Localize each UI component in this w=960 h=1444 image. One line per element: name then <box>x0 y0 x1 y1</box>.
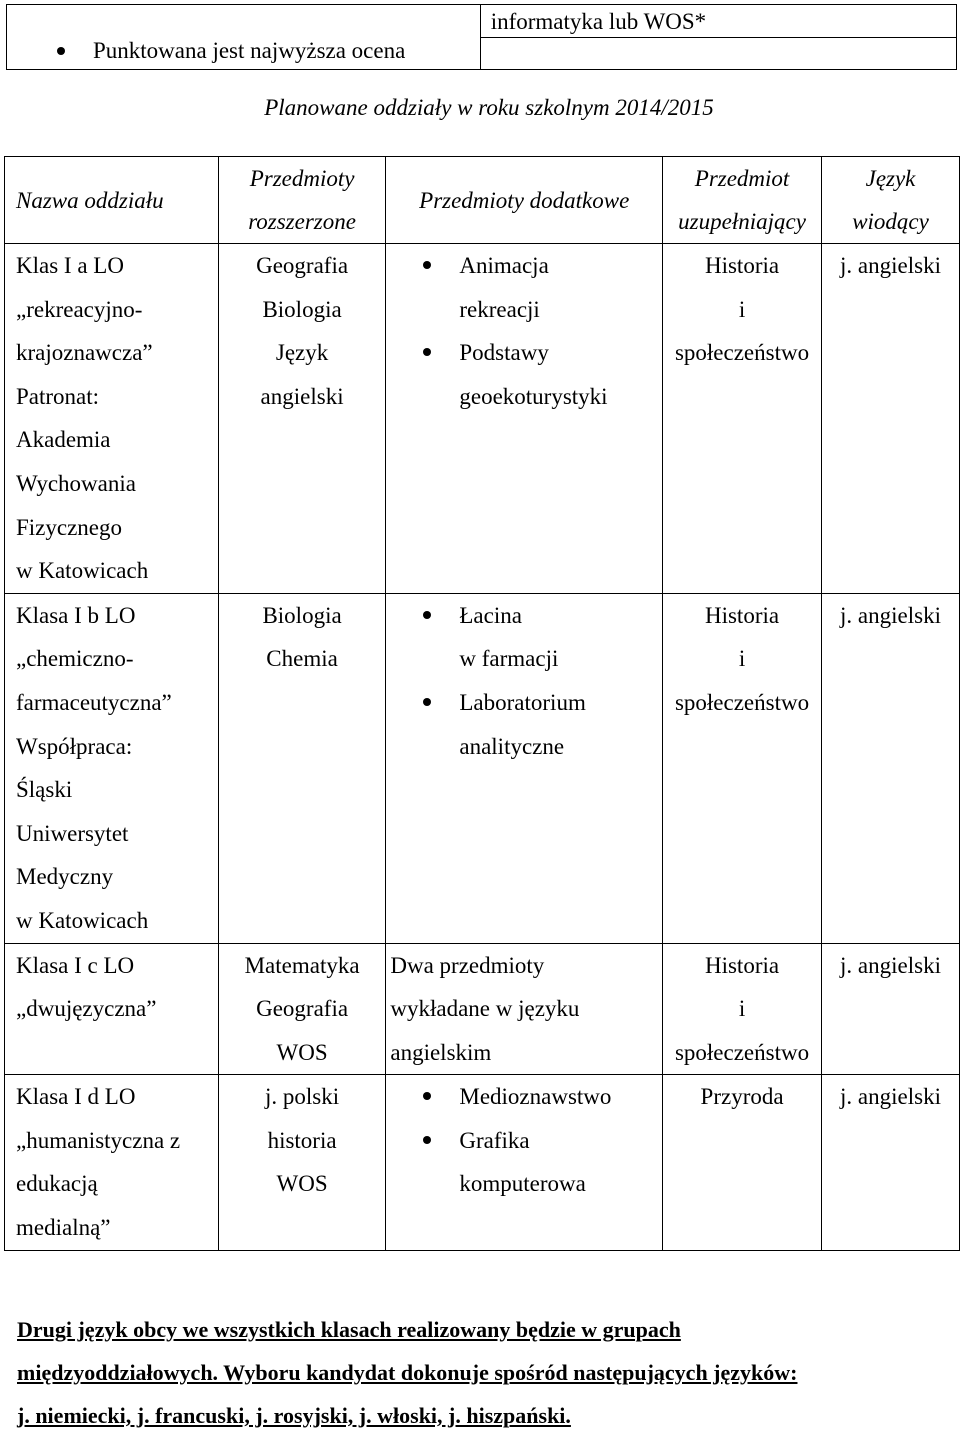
footer-note <box>17 1308 947 1437</box>
class-name-line: Klasa I b LO <box>16 602 136 628</box>
extended-subjects-cell <box>218 593 386 943</box>
extended-subject: Biologia <box>262 602 342 628</box>
leading-language-cell <box>822 1075 960 1250</box>
supplementary-subject-line: i <box>738 646 746 672</box>
additional-subjects-cell <box>386 593 663 943</box>
class-name-line: medialną” <box>16 1215 111 1241</box>
additional-subject-text: Podstawy <box>459 340 549 366</box>
class-name-line: Wychowania <box>16 470 136 496</box>
additional-subject-item <box>386 681 662 725</box>
footer-line: Drugi język obcy we wszystkich klasach realizowany będzie w grupach <box>17 1317 681 1342</box>
extended-subject: historia <box>267 1127 337 1153</box>
class-name-line: Współpraca: <box>16 733 133 759</box>
additional-subject-text: Dwa przedmioty <box>390 952 545 978</box>
supplementary-subject-line: i <box>738 296 746 322</box>
supplementary-subject-cell <box>663 593 822 943</box>
extended-subject: WOS <box>276 1171 328 1197</box>
section-title: Planowane oddziały w roku szkolnym 2014/2015 <box>264 95 714 120</box>
additional-subjects-cell <box>386 1075 663 1250</box>
additional-subjects-cell <box>386 943 663 1075</box>
supplementary-subject-line: Historia <box>704 253 780 278</box>
additional-subjects-cell <box>386 244 663 594</box>
extended-subject: Matematyka <box>244 952 360 978</box>
class-name-line: „dwujęzyczna” <box>16 996 157 1022</box>
leading-language: j. angielski <box>840 1084 941 1110</box>
supplementary-subject-cell <box>663 943 822 1075</box>
top-right-cell <box>480 5 956 70</box>
additional-subject-text: wykładane w języku <box>390 996 580 1022</box>
extended-subject: Geografia <box>256 253 349 278</box>
supplementary-subject-line: społeczeństwo <box>674 1039 810 1065</box>
extended-subject: Chemia <box>266 646 338 672</box>
class-name-line: Akademia <box>16 427 111 453</box>
supplementary-subject-cell <box>663 1075 822 1250</box>
class-name-line: Klas I a LO <box>16 253 124 278</box>
leading-language-cell <box>822 593 960 943</box>
class-name-line: Uniwersytet <box>16 820 129 846</box>
header-class-name: Nazwa oddziału <box>5 157 219 244</box>
supplementary-subject-line: społeczeństwo <box>674 689 810 715</box>
top-bullet-text: Punktowana jest najwyższa ocena <box>93 38 406 63</box>
additional-subject-text: Animacja <box>459 253 549 278</box>
additional-subject-item <box>386 244 662 288</box>
additional-subject-item <box>386 331 662 375</box>
supplementary-subject-line: Historia <box>704 602 780 628</box>
table-body <box>5 244 960 1251</box>
class-name-cell <box>5 593 219 943</box>
header-leading-language: Język wiodący <box>822 157 960 244</box>
table-row <box>5 593 960 943</box>
extended-subject: Biologia <box>262 296 342 322</box>
table-row <box>5 943 960 1075</box>
leading-language-cell <box>822 244 960 594</box>
extended-subject: Geografia <box>256 996 349 1022</box>
additional-subject-text: Grafika <box>459 1127 530 1153</box>
leading-language: j. angielski <box>840 952 941 978</box>
class-name-cell <box>5 1075 219 1250</box>
class-name-line: Fizycznego <box>16 514 123 540</box>
supplementary-subject-line: Przyroda <box>700 1084 784 1110</box>
supplementary-subject-line: społeczeństwo <box>674 340 810 366</box>
top-bullet-item <box>57 38 480 64</box>
supplementary-subject-line: i <box>738 996 746 1022</box>
classes-table <box>4 156 960 1251</box>
header-additional-subjects: Przedmioty dodatkowe <box>386 157 663 244</box>
class-name-line: Śląski <box>16 777 73 803</box>
table-row <box>5 1075 960 1250</box>
class-name-line: „humanistyczna z <box>16 1127 181 1153</box>
additional-subject-text: angielskim <box>390 1039 492 1065</box>
additional-subject-text: komputerowa <box>459 1171 586 1197</box>
additional-subject-text: w farmacji <box>459 646 559 672</box>
leading-language: j. angielski <box>840 602 941 628</box>
extended-subject: j. polski <box>265 1084 340 1110</box>
footer-line: międzyoddziałowych. Wyboru kandydat dokonuje spośród następujących języków: <box>17 1360 798 1385</box>
extended-subject: WOS <box>276 1039 328 1065</box>
class-name-line: w Katowicach <box>16 907 149 933</box>
top-right-text: informatyka lub WOS* <box>481 5 956 38</box>
additional-subject-text: Laboratorium <box>459 689 586 715</box>
class-name-line: „rekreacyjno- <box>16 296 143 322</box>
additional-subject-text: geoekoturystyki <box>459 383 608 409</box>
class-name-line: Klasa I c LO <box>16 952 135 978</box>
supplementary-subject-line: Historia <box>704 952 780 978</box>
class-name-line: Medyczny <box>16 864 114 890</box>
table-header-row <box>5 157 960 244</box>
additional-subject-item <box>386 1075 662 1119</box>
class-name-line: Patronat: <box>16 383 100 409</box>
additional-subject-item <box>386 594 662 638</box>
extended-subjects-cell <box>218 1075 386 1250</box>
top-fragment-table <box>6 4 957 70</box>
class-name-line: krajoznawcza” <box>16 340 153 366</box>
additional-subject-text: Medioznawstwo <box>459 1084 612 1110</box>
extended-subject: Język <box>275 340 329 366</box>
bullet-dot-icon <box>57 47 65 55</box>
extended-subjects-cell <box>218 943 386 1075</box>
additional-subject-text: analityczne <box>459 733 565 759</box>
leading-language-cell <box>822 943 960 1075</box>
extended-subjects-cell <box>218 244 386 594</box>
additional-subject-text: Łacina <box>459 602 522 628</box>
class-name-line: „chemiczno- <box>16 646 134 672</box>
class-name-line: w Katowicach <box>16 558 149 584</box>
header-supplementary-subject: Przedmiot uzupełniający <box>663 157 822 244</box>
class-name-line: edukacją <box>16 1171 98 1197</box>
footer-line: j. niemiecki, j. francuski, j. rosyjski, j. włoski, j. hiszpański. <box>17 1403 571 1428</box>
header-extended-subjects: Przedmioty rozszerzone <box>218 157 386 244</box>
class-name-cell <box>5 943 219 1075</box>
class-name-line: Klasa I d LO <box>16 1084 136 1110</box>
leading-language: j. angielski <box>840 253 941 278</box>
top-left-cell <box>7 5 481 70</box>
class-name-cell <box>5 244 219 594</box>
table-row <box>5 244 960 594</box>
class-name-line: farmaceutyczna” <box>16 689 172 715</box>
additional-subject-text: rekreacji <box>459 296 540 322</box>
additional-subject-item <box>386 1119 662 1163</box>
supplementary-subject-cell <box>663 244 822 594</box>
extended-subject: angielski <box>260 383 344 409</box>
